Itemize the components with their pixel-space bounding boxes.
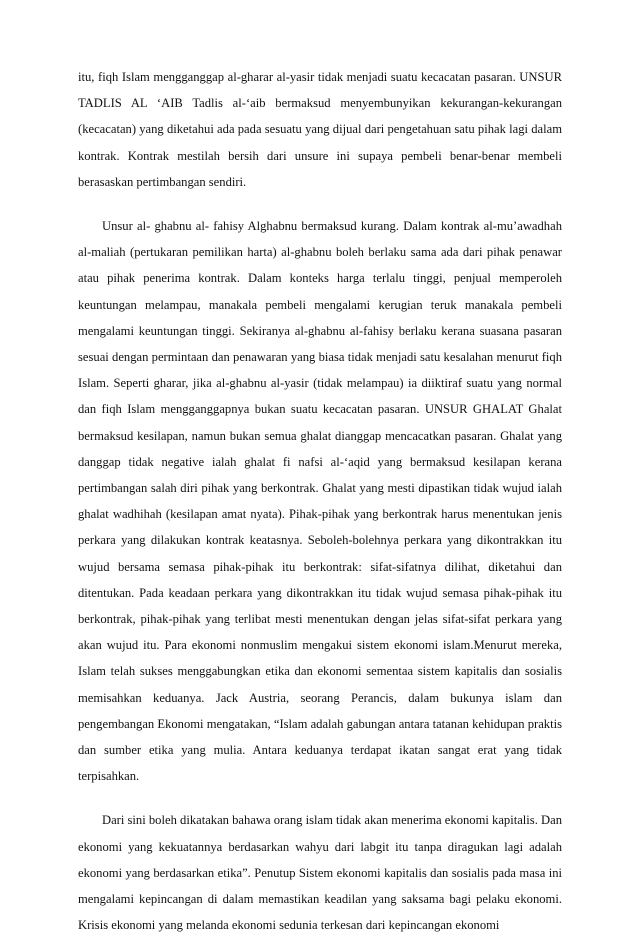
paragraph-gap [78, 195, 562, 213]
paragraph-1: itu, fiqh Islam mengganggap al-gharar al-yasir tidak menjadi suatu kecacatan pasaran. UNSUR TADLIS AL ‘AIB Tadlis al-‘aib bermaksud menyembunyikan kekurangan-kekurangan (kecacatan) yang diketahui ada pada sesuatu yang dijual dari pengetahuan satu pihak lagi dalam kontrak. Kontrak mestilah bersih dari unsure ini supaya pembeli benar-benar membeli berasaskan pertimbangan sendiri. [78, 70, 562, 189]
document-page [78, 64, 562, 939]
paragraph-3: Dari sini boleh dikatakan bahawa orang islam tidak akan menerima ekonomi kapitalis. Dan ekonomi yang kekuatannya berdasarkan wahyu dari labgit itu tanpa diragukan lagi adalah ekonomi yang berdasarkan etika”. Penutup Sistem ekonomi kapitalis dan sosialis pada masa ini mengalami kepincangan di dalam memastikan keadilan yang saksama bagi pelaku ekonomi. Krisis ekonomi yang melanda ekonomi sedunia terkesan dari kepincangan ekonomi [78, 813, 562, 933]
paragraph-gap [78, 789, 562, 807]
paragraph-2: Unsur al- ghabnu al- fahisy Alghabnu bermaksud kurang. Dalam kontrak al-mu’awadhah al-maliah (pertukaran pemilikan harta) al-ghabnu boleh berlaku sama ada dari pihak penawar atau pihak penerima kontrak. Dalam konteks harga terlalu tinggi, penjual memperoleh keuntungan melampau, manakala pembeli mengalami kerugian teruk manakala pembeli mengalami keuntungan tinggi. Sekiranya al-ghabnu al-fahisy berlaku kerana suasana pasaran sesuai dengan permintaan dan penawaran yang biasa tidak menjadi satu kesalahan menurut fiqh Islam. Seperti gharar, jika al-ghabnu al-yasir (tidak melampau) ia diiktiraf suatu yang normal dan fiqh Islam mengganggapnya bukan suatu kecacatan pasaran. UNSUR GHALAT Ghalat bermaksud kesilapan, namun bukan semua ghalat dianggap mencacatkan pasaran. Ghalat yang danggap tidak negative ialah ghalat fi nafsi al-‘aqid yang bermaksud kesilapan kerana pertimbangan salah diri pihak yang berkontrak. Ghalat yang mesti dipastikan tidak wujud ialah ghalat wadhihah (kesilapan amat nyata). Pihak-pihak yang berkontrak harus menentukan jenis perkara yang dilakukan kontrak keatasnya. Seboleh-bolehnya perkara yang dikontrakkan itu wujud bersama semasa pihak-pihak itu berkontrak: sifat-sifatnya dilihat, diketahui dan ditentukan. Pada keadaan perkara yang dikontrakkan itu tidak wujud semasa pihak-pihak itu berkontrak, pihak-pihak yang terlibat mesti menentukan dengan jelas sifat-sifat perkara yang akan wujud itu. Para ekonomi nonmuslim mengakui sistem ekonomi islam.Menurut mereka, Islam telah sukses menggabungkan etika dan ekonomi sementaa sistem kapitalis dan sosialis memisahkan keduanya. Jack Austria, seorang Perancis, dalam bukunya islam dan pengembangan Ekonomi mengatakan, “Islam adalah gabungan antara tatanan kehidupan praktis dan sumber etika yang mulia. Antara keduanya terdapat ikatan sangat erat yang tidak terpisahkan. [78, 219, 562, 784]
